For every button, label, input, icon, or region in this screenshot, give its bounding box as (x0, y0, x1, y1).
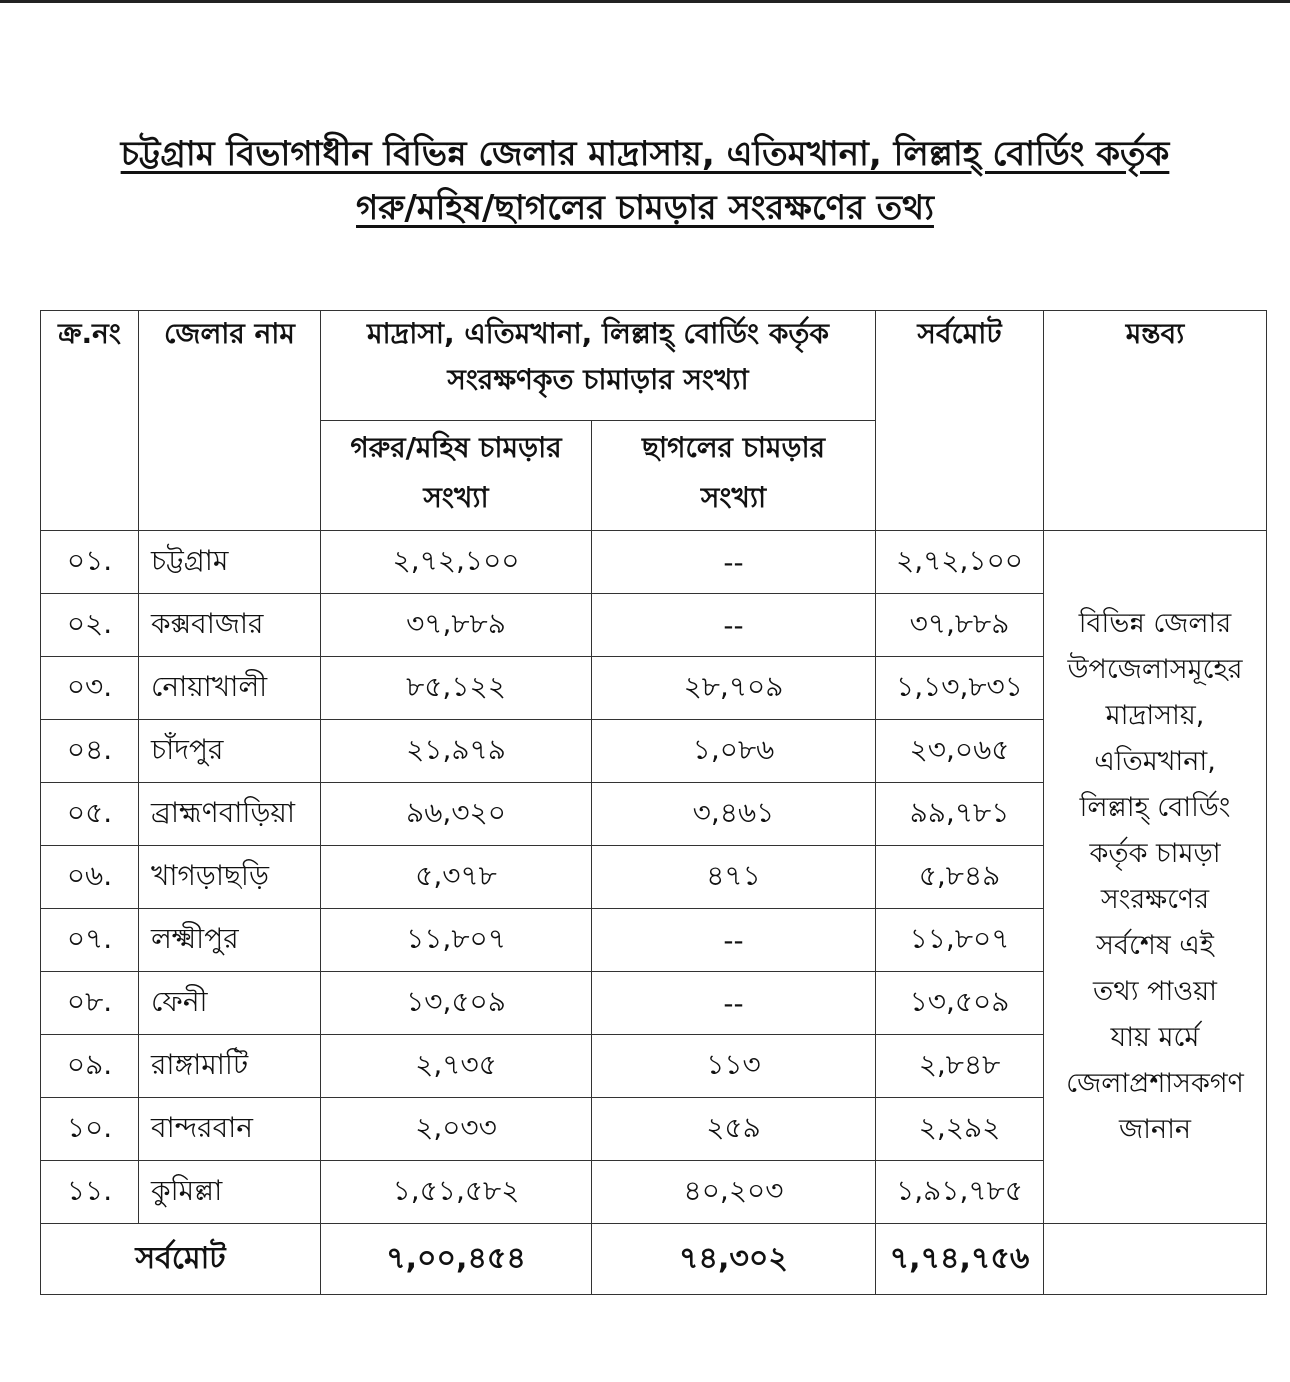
cell-total: ৫,৮৪৯ (876, 846, 1044, 909)
cell-total: ৩৭,৮৮৯ (876, 594, 1044, 657)
cell-serial: ০৮. (41, 972, 139, 1035)
cell-serial: ০৩. (41, 657, 139, 720)
grand-total-row (41, 1224, 1267, 1295)
remarks-line: জানান (1118, 1114, 1192, 1145)
cell-goat-hides: ২৫৯ (592, 1098, 876, 1161)
cell-cow-hides: ৩৭,৮৮৯ (321, 594, 592, 657)
remarks-line: লিল্লাহ্ বোর্ডিং (1079, 792, 1231, 823)
cell-serial: ০১. (41, 531, 139, 594)
table-row (41, 531, 1267, 594)
header-group-line-2: সংরক্ষণকৃত চামাড়ার সংখ্যা (447, 363, 749, 396)
cell-goat-hides: ১,০৮৬ (592, 720, 876, 783)
top-border-line (0, 0, 1290, 3)
header-cow-hides (321, 421, 592, 531)
cell-district: ব্রাহ্মণবাড়িয়া (139, 783, 321, 846)
cell-serial: ০৫. (41, 783, 139, 846)
report-title-line-1: চট্টগ্রাম বিভাগাধীন বিভিন্ন জেলার মাদ্রাসায়, এতিমখানা, লিল্লাহ্ বোর্ডিং কর্তৃক (120, 134, 1170, 174)
cell-goat-hides: ২৮,৭০৯ (592, 657, 876, 720)
remarks-line: কর্তৃক চামড়া (1089, 838, 1221, 869)
grand-total-all: ৭,৭৪,৭৫৬ (876, 1224, 1044, 1295)
cell-total: ১৩,৫০৯ (876, 972, 1044, 1035)
grand-total-cow-hides: ৭,০০,৪৫৪ (321, 1224, 592, 1295)
cell-cow-hides: ১৩,৫০৯ (321, 972, 592, 1035)
cell-cow-hides: ২১,৯৭৯ (321, 720, 592, 783)
remarks-line: উপজেলাসমূহের (1067, 654, 1243, 685)
remarks-line: তথ্য পাওয়া (1093, 976, 1217, 1007)
cell-cow-hides: ২,৭৩৫ (321, 1035, 592, 1098)
grand-total-goat-hides: ৭৪,৩০২ (592, 1224, 876, 1295)
header-cow-line-2: সংখ্যা (423, 481, 489, 514)
cell-goat-hides: ৪৭১ (592, 846, 876, 909)
cell-cow-hides: ৫,৩৭৮ (321, 846, 592, 909)
remarks-line: সংরক্ষণের (1100, 884, 1210, 915)
cell-cow-hides: ১,৫১,৫৮২ (321, 1161, 592, 1224)
report-title-line-2: গরু/মহিষ/ছাগলের চামড়ার সংরক্ষণের তথ্য (356, 188, 934, 228)
header-goat-line-1: ছাগলের চামড়ার (642, 431, 825, 464)
cell-cow-hides: ৮৫,১২২ (321, 657, 592, 720)
table-body (41, 531, 1267, 1295)
cell-serial: ০৭. (41, 909, 139, 972)
cell-total: ২,২৯২ (876, 1098, 1044, 1161)
cell-serial: ০৪. (41, 720, 139, 783)
cell-serial: ১১. (41, 1161, 139, 1224)
cell-goat-hides: ১১৩ (592, 1035, 876, 1098)
cell-goat-hides: -- (592, 531, 876, 594)
cell-serial: ১০. (41, 1098, 139, 1161)
cell-goat-hides: ৪০,২০৩ (592, 1161, 876, 1224)
header-goat-line-2: সংখ্যা (700, 481, 767, 514)
header-total: সর্বমোট (876, 311, 1044, 531)
remarks-cell (1044, 531, 1267, 1224)
cell-cow-hides: ৯৬,৩২০ (321, 783, 592, 846)
cell-serial: ০২. (41, 594, 139, 657)
header-cow-line-1: গরুর/মহিষ চামড়ার (350, 431, 562, 464)
hide-preservation-table (40, 310, 1267, 1295)
cell-district: কক্সবাজার (139, 594, 321, 657)
cell-district: চট্টগ্রাম (139, 531, 321, 594)
cell-total: ৯৯,৭৮১ (876, 783, 1044, 846)
cell-total: ১,১৩,৮৩১ (876, 657, 1044, 720)
remarks-line: এতিমখানা, (1094, 746, 1216, 777)
cell-cow-hides: ২,০৩৩ (321, 1098, 592, 1161)
remarks-line: বিভিন্ন জেলার (1078, 608, 1232, 639)
cell-serial: ০৯. (41, 1035, 139, 1098)
cell-total: ২,৮৪৮ (876, 1035, 1044, 1098)
cell-cow-hides: ২,৭২,১০০ (321, 531, 592, 594)
header-district: জেলার নাম (139, 311, 321, 531)
cell-district: ফেনী (139, 972, 321, 1035)
header-group-line-1: মাদ্রাসা, এতিমখানা, লিল্লাহ্ বোর্ডিং কর্তৃক (366, 317, 830, 350)
header-serial: ক্র.নং (41, 311, 139, 531)
cell-district: বান্দরবান (139, 1098, 321, 1161)
grand-total-remarks-empty (1044, 1224, 1267, 1295)
cell-cow-hides: ১১,৮০৭ (321, 909, 592, 972)
remarks-line: সর্বশেষ এই (1096, 930, 1214, 961)
cell-total: ২৩,০৬৫ (876, 720, 1044, 783)
header-remarks: মন্তব্য (1044, 311, 1267, 531)
cell-goat-hides: -- (592, 594, 876, 657)
remarks-line: মাদ্রাসায়, (1105, 700, 1205, 731)
cell-serial: ০৬. (41, 846, 139, 909)
cell-district: কুমিল্লা (139, 1161, 321, 1224)
cell-district: চাঁদপুর (139, 720, 321, 783)
cell-total: ১১,৮০৭ (876, 909, 1044, 972)
cell-goat-hides: -- (592, 909, 876, 972)
cell-total: ১,৯১,৭৮৫ (876, 1161, 1044, 1224)
header-goat-hides (592, 421, 876, 531)
remarks-line: জেলাপ্রশাসকগণ (1066, 1068, 1244, 1099)
remarks-line: যায় মর্মে (1110, 1022, 1200, 1053)
cell-district: খাগড়াছড়ি (139, 846, 321, 909)
cell-goat-hides: -- (592, 972, 876, 1035)
header-group (321, 311, 876, 421)
cell-district: লক্ষ্মীপুর (139, 909, 321, 972)
cell-goat-hides: ৩,৪৬১ (592, 783, 876, 846)
cell-district: রাঙ্গামাটি (139, 1035, 321, 1098)
cell-district: নোয়াখালী (139, 657, 321, 720)
grand-total-label: সর্বমোট (41, 1224, 321, 1295)
cell-total: ২,৭২,১০০ (876, 531, 1044, 594)
